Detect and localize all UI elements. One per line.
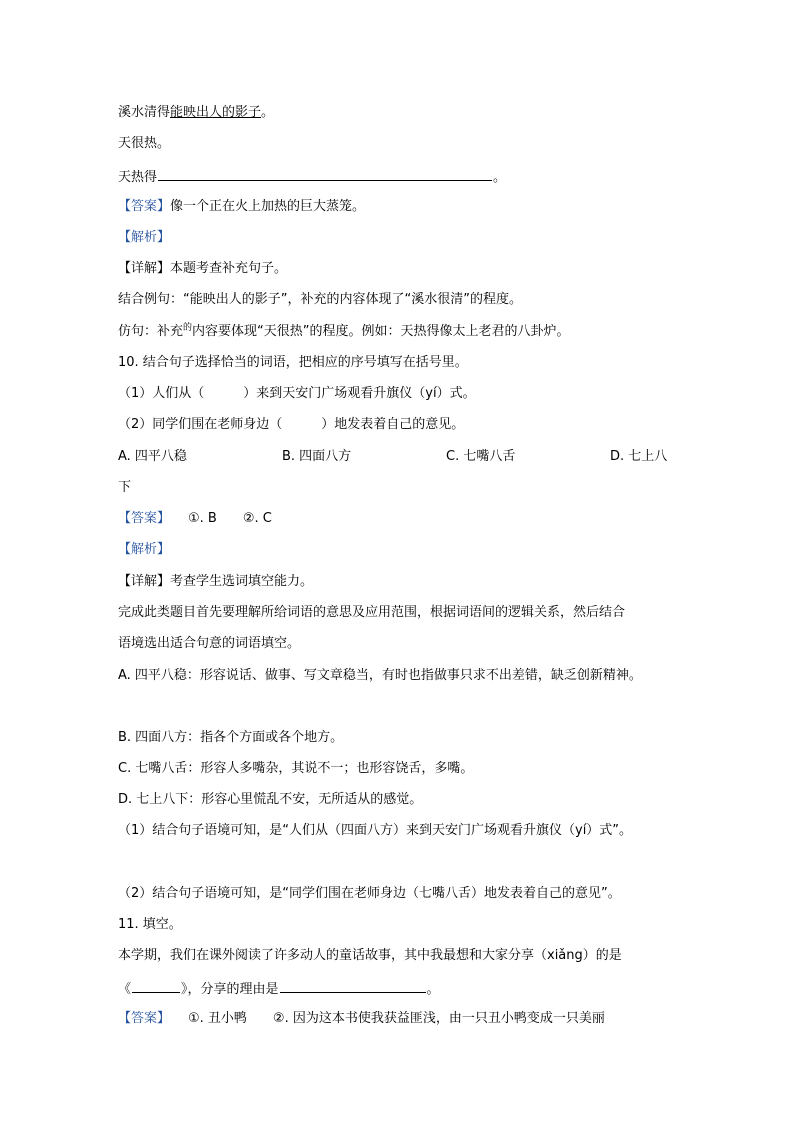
q11-line-2 <box>118 978 440 999</box>
q10-explain-2: （2）结合句子语境可知，是“同学们围在老师身边（七嘴八舌）地发表着自己的意见”。 <box>118 886 621 901</box>
detail-tag: 【详解】 <box>118 574 171 589</box>
q10-detail <box>118 573 313 591</box>
answer-text: ①. 丑小鸭 ②. 因为这本书使我获益匪浅，由一只丑小鸭变成一只美丽 <box>188 1011 605 1026</box>
fill-prefix: 天热得 <box>118 170 158 185</box>
q10-options <box>118 448 678 466</box>
example-prefix: 溪水清得 <box>118 105 171 120</box>
example-suffix: 。 <box>261 105 275 120</box>
fill-line <box>118 166 506 187</box>
q10-explain-b: B. 四面八方：指各个方面或各个地方。 <box>118 730 344 745</box>
q11-answer <box>118 1010 605 1028</box>
q10-item-2: （2）同学们围在老师身边（ ）地发表着自己的意见。 <box>118 417 465 432</box>
line-end: 。 <box>426 982 440 997</box>
answer-tag: 【答案】 <box>118 1011 171 1026</box>
q9-explanation-2 <box>118 323 570 342</box>
q10-explain-d: D. 七上八下：形容心里慌乱不安，无所适从的感觉。 <box>118 792 423 807</box>
reason-blank[interactable] <box>280 978 426 993</box>
answer-tag: 【答案】 <box>118 511 171 526</box>
detail-text: 考查学生选词填空能力。 <box>170 574 314 589</box>
reason-label: 》，分享的理由是 <box>181 982 279 997</box>
q9-explanation-1: 结合例句：“能映出人的影子”，补充的内容体现了“溪水很清”的程度。 <box>118 292 522 307</box>
explanation-part-b: 内容要体现“天很热”的程度。例如：天热得像太上老君的八卦炉。 <box>192 324 570 339</box>
fill-blank[interactable] <box>158 166 492 181</box>
answer-text: 像一个正在火上加热的巨大蒸笼。 <box>170 199 366 214</box>
q10-paragraph-1: 完成此类题目首先要理解所给词语的意思及应用范围，根据词语间的逻辑关系，然后结合 <box>118 605 626 620</box>
explanation-sup: 的 <box>183 323 193 333</box>
q10-paragraph-2: 语境选出适合句意的词语填空。 <box>118 636 301 651</box>
book-open: 《 <box>118 982 132 997</box>
q10-explain-1: （1）结合句子语境可知，是“人们从（四面八方）来到天安门广场观看升旗仪（yí）式”。 <box>118 823 633 838</box>
q10-analysis-tag: 【解析】 <box>118 542 171 557</box>
given-sentence: 天很热。 <box>118 136 171 151</box>
example-underlined: 能映出人的影子 <box>170 105 262 120</box>
option-c: C. 七嘴八舌 <box>446 449 516 464</box>
detail-text: 本题考查补充句子。 <box>170 261 288 276</box>
answer-text: ①. B ②. C <box>188 511 272 526</box>
q9-detail <box>118 260 287 278</box>
option-b: B. 四面八方 <box>282 449 352 464</box>
fill-suffix: 。 <box>493 170 507 185</box>
explanation-part-a: 仿句：补充 <box>118 324 184 339</box>
option-a: A. 四平八稳 <box>118 449 187 464</box>
q10-stem: 10. 结合句子选择恰当的词语，把相应的序号填写在括号里。 <box>118 355 468 370</box>
answer-tag: 【答案】 <box>118 199 171 214</box>
q10-item-1: （1）人们从（ ）来到天安门广场观看升旗仪（yí）式。 <box>118 386 476 401</box>
q10-explain-c: C. 七嘴八舌：形容人多嘴杂，其说不一；也形容饶舌，多嘴。 <box>118 761 474 776</box>
q9-analysis-tag: 【解析】 <box>118 230 171 245</box>
detail-tag: 【详解】 <box>118 261 171 276</box>
q10-answer <box>118 510 272 528</box>
q11-stem: 11. 填空。 <box>118 917 182 932</box>
example-sentence <box>118 104 274 122</box>
q11-line-1: 本学期，我们在课外阅读了许多动人的童话故事，其中我最想和大家分享（xiǎng）的是 <box>118 948 622 963</box>
q10-explain-a: A. 四平八稳：形容说话、做事、写文章稳当，有时也指做事只求不出差错，缺乏创新精神。 <box>118 668 642 683</box>
option-d-wrap: 下 <box>118 480 132 495</box>
book-title-blank[interactable] <box>132 978 180 993</box>
q9-answer <box>118 198 365 216</box>
option-d: D. 七上八 <box>610 449 668 464</box>
